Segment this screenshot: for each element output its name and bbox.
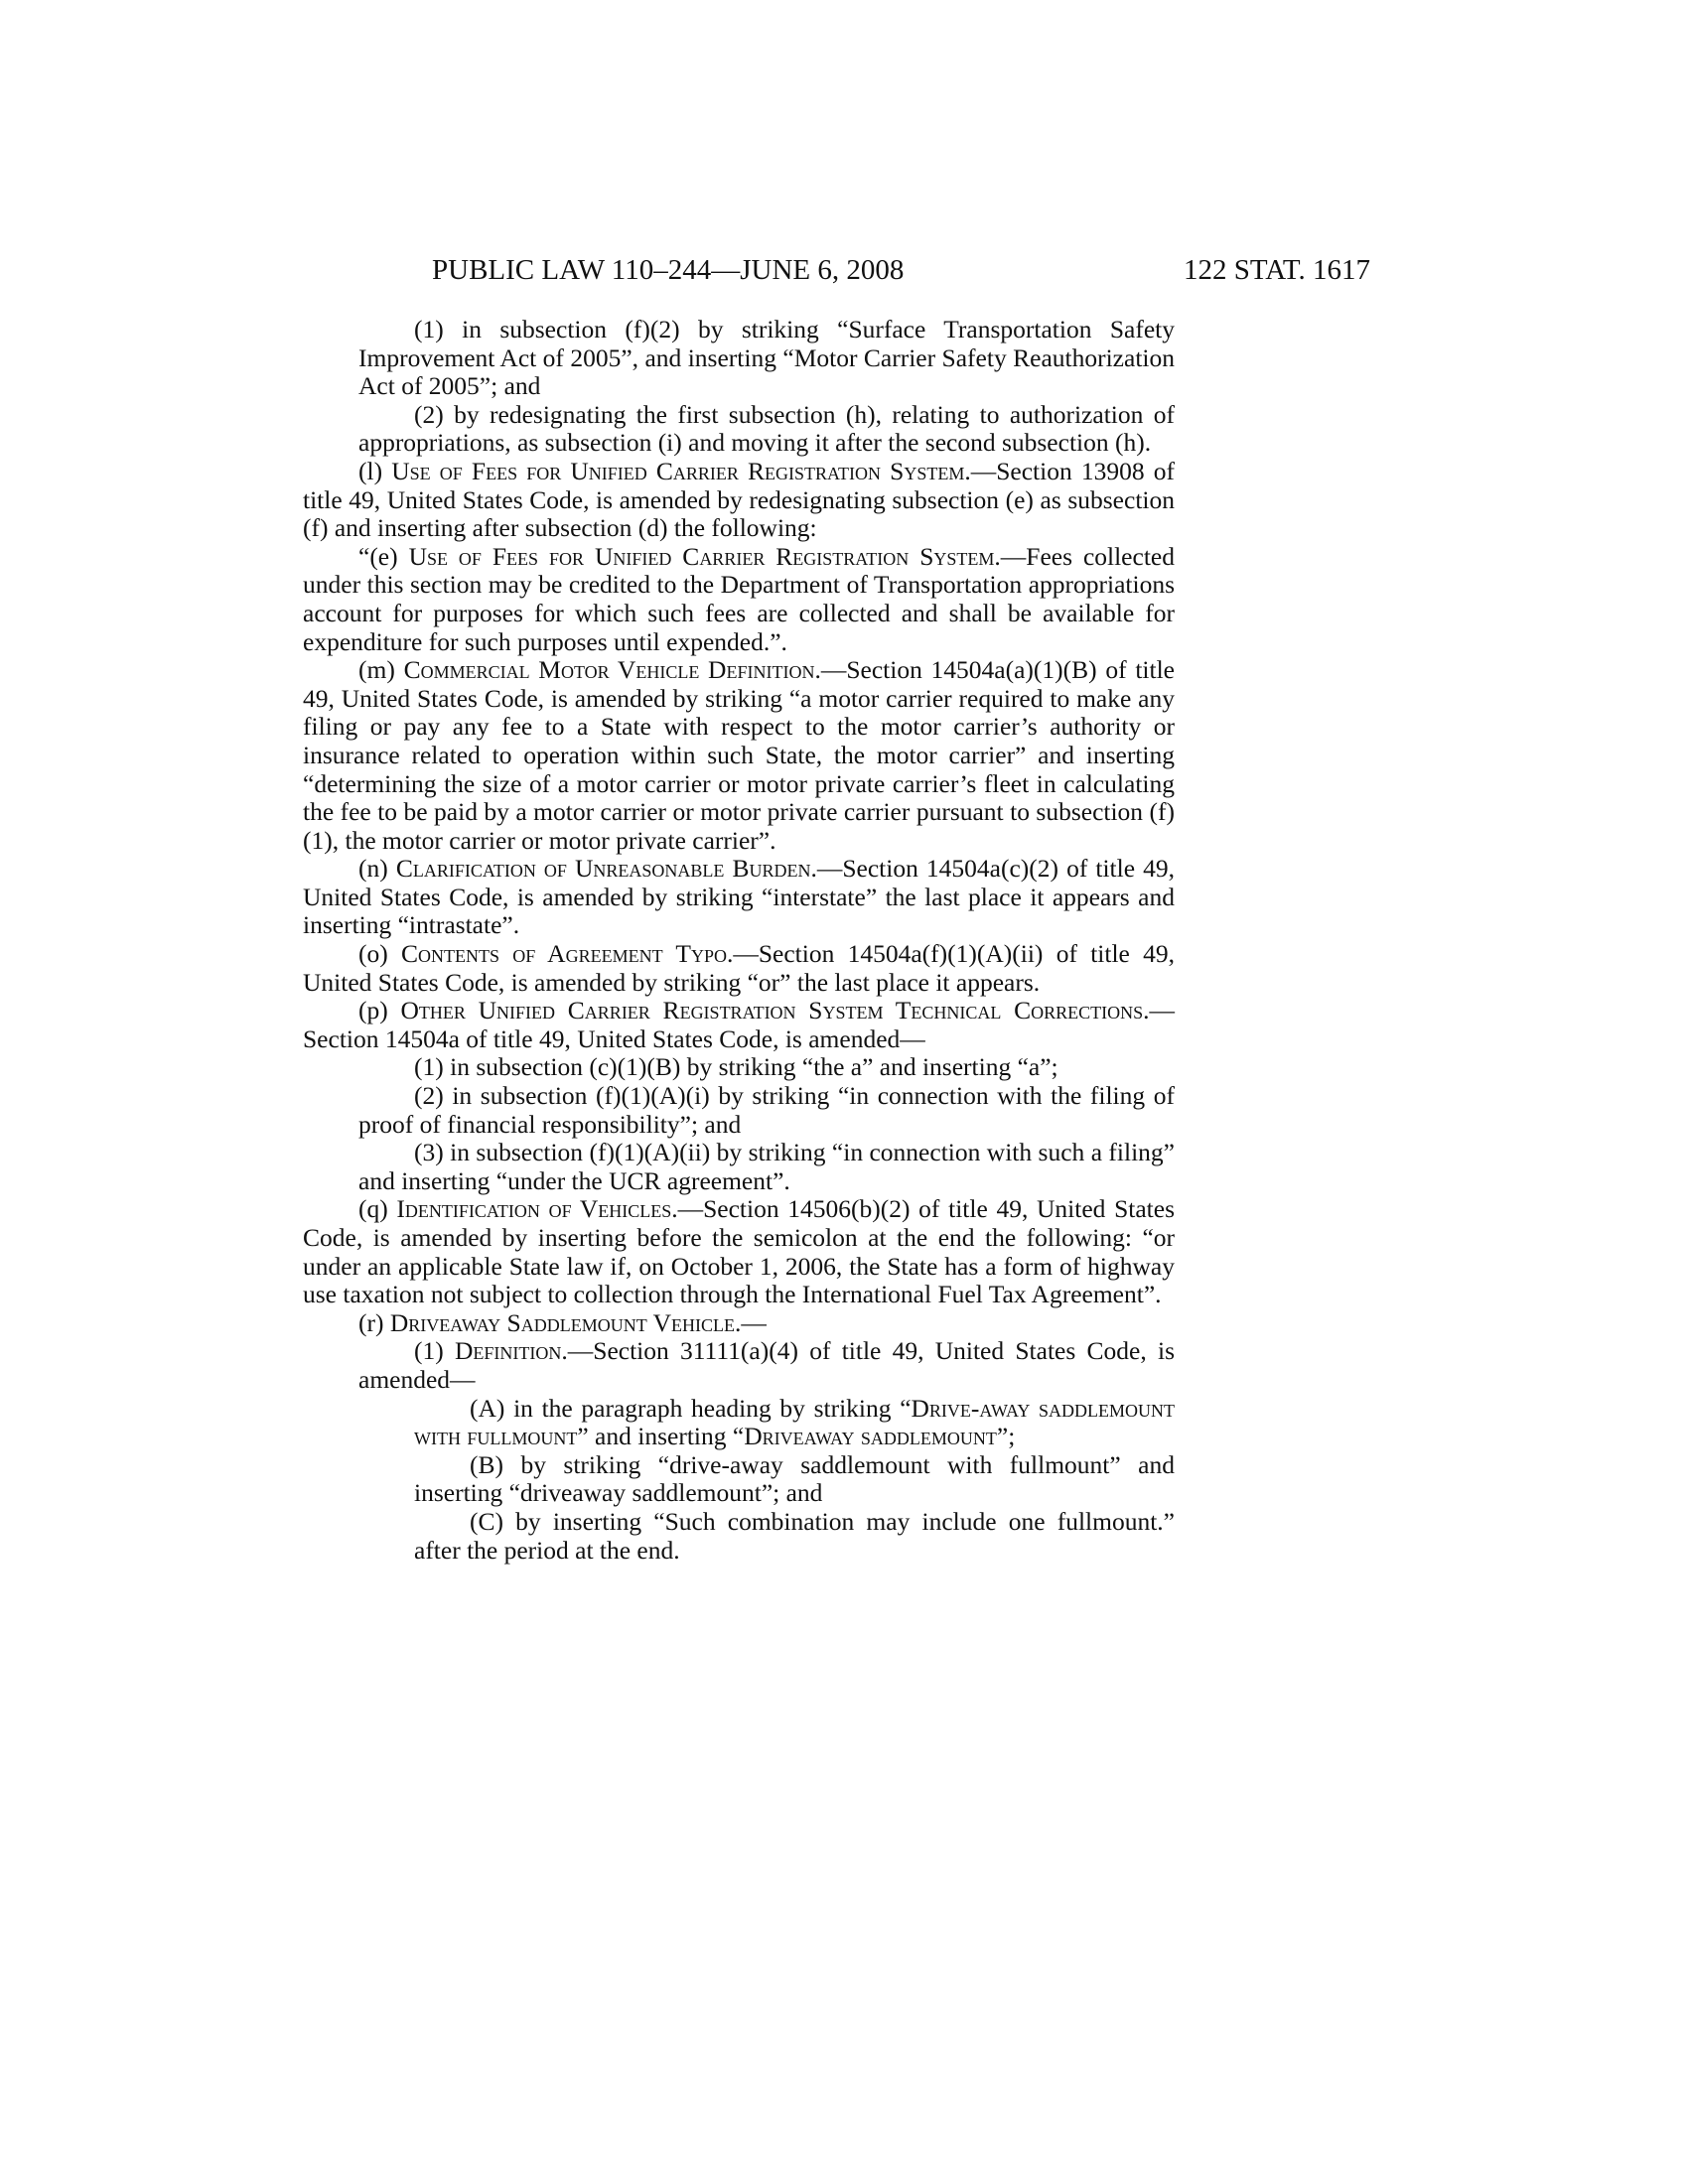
section-heading: Commercial Motor Vehicle Definition. <box>403 655 821 685</box>
subsection-o-agreement-typo: (o) Contents of Agreement Typo.—Section 14504a(f)(1)(A)(ii) of title 49, United States Code, is amended by striking “or” the last place it appears. <box>303 939 1176 997</box>
subsection-r-driveaway-saddlemount: (r) Driveaway Saddlemount Vehicle.— <box>358 1307 767 1337</box>
subparagraph-b: (B) by striking “drive-away saddlemount with fullmount” and inserting “driveaway saddlemount”; and <box>414 1449 1175 1508</box>
section-heading: Other Unified Carrier Registration System Technical Corrections. <box>400 996 1150 1025</box>
subparagraph-a: (A) in the paragraph heading by striking “Drive-away saddlemount with fullmount” and inserting “Driveaway saddlemount”; <box>414 1393 1175 1451</box>
page-header <box>298 250 1370 290</box>
subsection-l-use-of-fees: (l) Use of Fees for Unified Carrier Registration System.—Section 13908 of title 49, United States Code, is amended by redesignating subsection (e) as subsection (f) and inserting after subsection (d) the following: <box>303 456 1175 543</box>
section-heading: Driveaway Saddlemount Vehicle. <box>389 1307 742 1337</box>
paragraph-2-redesignating: (2) by redesignating the first subsection (h), relating to authorization of appropriations, as subsection (i) and moving it after the second subsection (h). <box>358 399 1175 458</box>
paragraph-p2: (2) in subsection (f)(1)(A)(i) by striking “in connection with the filing of proof of financial responsibility”; and <box>358 1081 1175 1139</box>
statute-page-number: 122 STAT. 1617 <box>1183 254 1370 286</box>
section-heading: Use of Fees for Unified Carrier Registration System. <box>391 456 971 485</box>
subsection-p-technical-corrections: (p) Other Unified Carrier Registration System Technical Corrections.—Section 14504a of title 49, United States Code, is amended— <box>303 996 1175 1053</box>
section-heading: Identification of Vehicles. <box>396 1194 678 1224</box>
paragraph-1-subsection-f2: (1) in subsection (f)(2) by striking “Surface Transportation Safety Improvement Act of 2005”, and inserting “Motor Carrier Safety Reauthorization Act of 2005”; and <box>358 315 1175 401</box>
document-body <box>303 316 1175 1565</box>
paragraph-p3: (3) in subsection (f)(1)(A)(ii) by striking “in connection with such a filing” and inserting “under the UCR agreement”. <box>358 1138 1175 1195</box>
section-heading: Clarification of Unreasonable Burden. <box>395 854 817 884</box>
subparagraph-c: (C) by inserting “Such combination may include one fullmount.” after the period at the end. <box>414 1506 1175 1565</box>
running-title: PUBLIC LAW 110–244—JUNE 6, 2008 <box>432 254 905 286</box>
paragraph-p1: (1) in subsection (c)(1)(B) by striking “the a” and inserting “a”; <box>414 1052 1058 1082</box>
subsection-n-clarification: (n) Clarification of Unreasonable Burden.—Section 14504a(c)(2) of title 49, United States Code, is amended by striking “interstate” the last place it appears and inserting “intrastate”. <box>303 854 1175 940</box>
subsection-q-identification-of-vehicles: (q) Identification of Vehicles.—Section 14506(b)(2) of title 49, United States Code, is amended by inserting before the semicolon at the end the following: “or under an applicable State law if, on October 1, 2006, the State has a form of highway use taxation not subject to collection through the International Fuel Tax Agreement”. <box>303 1194 1176 1309</box>
subsection-m-commercial-motor-vehicle: (m) Commercial Motor Vehicle Definition.—Section 14504a(a)(1)(B) of title 49, United States Code, is amended by striking “a motor carrier required to make any filing or pay any fee to a State with respect to the motor carrier’s authority or insurance related to operation within such State, the motor carrier” and inserting “determining the size of a motor carrier or motor private carrier’s fleet in calculating the fee to be paid by a motor carrier or motor private carrier pursuant to subsection (f)(1), the motor carrier or motor private carrier”. <box>303 655 1175 855</box>
paragraph-r1-definition: (1) Definition.—Section 31111(a)(4) of title 49, United States Code, is amended— <box>358 1336 1175 1394</box>
quoted-subsection-e: “(e) Use of Fees for Unified Carrier Registration System.—Fees collected under this section may be credited to the Department of Transportation appropriations account for purposes for which such fees are collected and shall be available for expenditure for such purposes until expended.”. <box>303 541 1175 656</box>
section-heading: Use of Fees for Unified Carrier Registration System. <box>408 541 1001 571</box>
section-heading: Definition. <box>454 1336 568 1366</box>
section-heading: Contents of Agreement Typo. <box>401 939 734 969</box>
